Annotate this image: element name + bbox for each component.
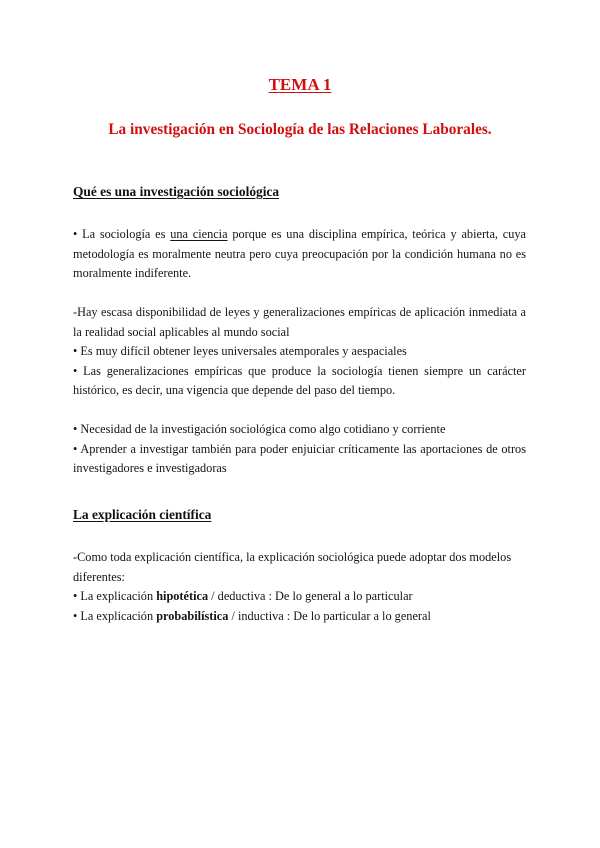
bullet-item: • Aprender a investigar también para poder enjuiciar críticamente las aportaciones de otros investigadores e investigadoras xyxy=(73,441,526,475)
document-subtitle: La investigación en Sociología de las Relaciones Laborales. xyxy=(108,121,492,138)
paragraph-leyes xyxy=(73,303,526,401)
bullet-item: • Necesidad de la investigación sociológica como algo cotidiano y corriente xyxy=(73,422,446,436)
item-prefix: • La explicación xyxy=(73,608,157,623)
paragraph-sociologia-ciencia xyxy=(73,225,526,284)
paragraph-line: -Hay escasa disponibilidad de leyes y generalizaciones empíricas de aplicación inmediata a la realidad social aplicables al mundo social xyxy=(73,305,526,339)
document-title: TEMA 1 xyxy=(268,75,332,94)
paragraph-necesidad xyxy=(73,420,526,479)
paragraph-line: -Como toda explicación científica, la explicación sociológica puede adoptar dos modelos diferentes: xyxy=(73,550,512,584)
paragraph-explicacion-intro xyxy=(73,548,526,626)
list-item xyxy=(73,607,526,627)
bold-term: probabilística xyxy=(156,608,229,623)
paragraph-suffix: porque es una disciplina empírica, teórica y abierta, cuya metodología es moralmente neutra pero cuya preocupación por la condición humana no es moralmente indiferente. xyxy=(73,227,526,280)
item-prefix: • La explicación xyxy=(73,589,157,603)
section-heading-investigacion: Qué es una investigación sociológica xyxy=(73,184,280,199)
underlined-term: una ciencia xyxy=(170,227,228,241)
item-suffix: / inductiva : De lo particular a lo general xyxy=(228,608,431,623)
bullet-item: • Las generalizaciones empíricas que produce la sociología tienen siempre un carácter histórico, es decir, una vigencia que depende del paso del tiempo. xyxy=(73,363,526,397)
bold-term: hipotética xyxy=(156,589,209,603)
bullet-item: • Es muy difícil obtener leyes universales atemporales y aespaciales xyxy=(73,344,407,358)
section-heading-explicacion: La explicación científica xyxy=(73,507,212,522)
list-item xyxy=(73,587,526,607)
item-suffix: / deductiva : De lo general a lo particular xyxy=(208,589,413,603)
paragraph-prefix: • La sociología es xyxy=(73,227,171,241)
